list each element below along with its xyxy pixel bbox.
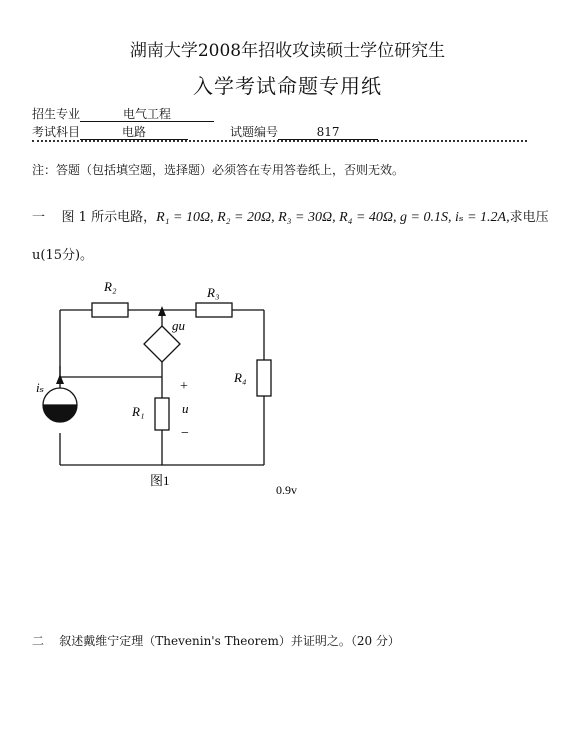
label-plus: + (180, 379, 188, 394)
resistor-r4 (257, 360, 271, 396)
resistor-r2 (92, 303, 128, 317)
label-is: iₛ (36, 380, 44, 395)
code-row (230, 123, 378, 140)
exam-title-line2: 入学考试命题专用纸 (193, 74, 382, 98)
question-2-text: 叙述戴维宁定理（Thevenin's Theorem）并证明之。（20 分） (59, 634, 400, 648)
label-minus: − (181, 426, 189, 441)
current-source-fill (43, 405, 77, 422)
subject-label: 考试科目 (32, 125, 81, 139)
handwritten-answer: 0.9v (276, 483, 297, 497)
label-r3: R₃ (207, 285, 220, 300)
question-2 (32, 632, 400, 649)
code-value: 817 (278, 125, 378, 140)
answer-note: 注：答题（包括填空题，选择题）必须答在专用答卷纸上，否则无效。 (32, 163, 405, 177)
major-label: 招生专业 (32, 107, 81, 121)
question-1 (32, 206, 549, 226)
label-r2: R₂ (104, 279, 117, 294)
label-gu: gu (172, 318, 185, 333)
question-1-line2: u(15分)。 (32, 248, 94, 263)
question-1-suffix: 求电压 (509, 210, 549, 225)
label-r4: R₄ (234, 370, 247, 385)
major-row (32, 105, 214, 122)
question-1-number: 一 (32, 210, 46, 225)
dependent-source-arrow-icon (158, 306, 166, 316)
resistor-r1 (155, 398, 169, 430)
code-label: 试题编号 (230, 125, 279, 139)
major-value: 电气工程 (80, 107, 214, 122)
question-1-prefix: 图 1 所示电路， (61, 210, 157, 225)
dotted-divider (32, 140, 527, 142)
label-u: u (182, 401, 189, 416)
circuit-figure (0, 270, 575, 510)
subject-value: 电路 (80, 125, 188, 140)
exam-title-line1: 湖南大学2008年招收攻读硕士学位研究生 (129, 41, 446, 61)
resistor-r3 (196, 303, 232, 317)
figure-caption: 图1 (150, 473, 170, 488)
current-source-arrow-icon (56, 374, 64, 384)
question-2-number: 二 (32, 634, 45, 648)
question-1-formula: R₁ = 10Ω, R₂ = 20Ω, R₃ = 30Ω, R₄ = 40Ω, g = 0.1S, iₛ = 1.2A, (156, 210, 510, 225)
subject-row (32, 123, 188, 140)
label-r1: R₁ (132, 404, 145, 419)
